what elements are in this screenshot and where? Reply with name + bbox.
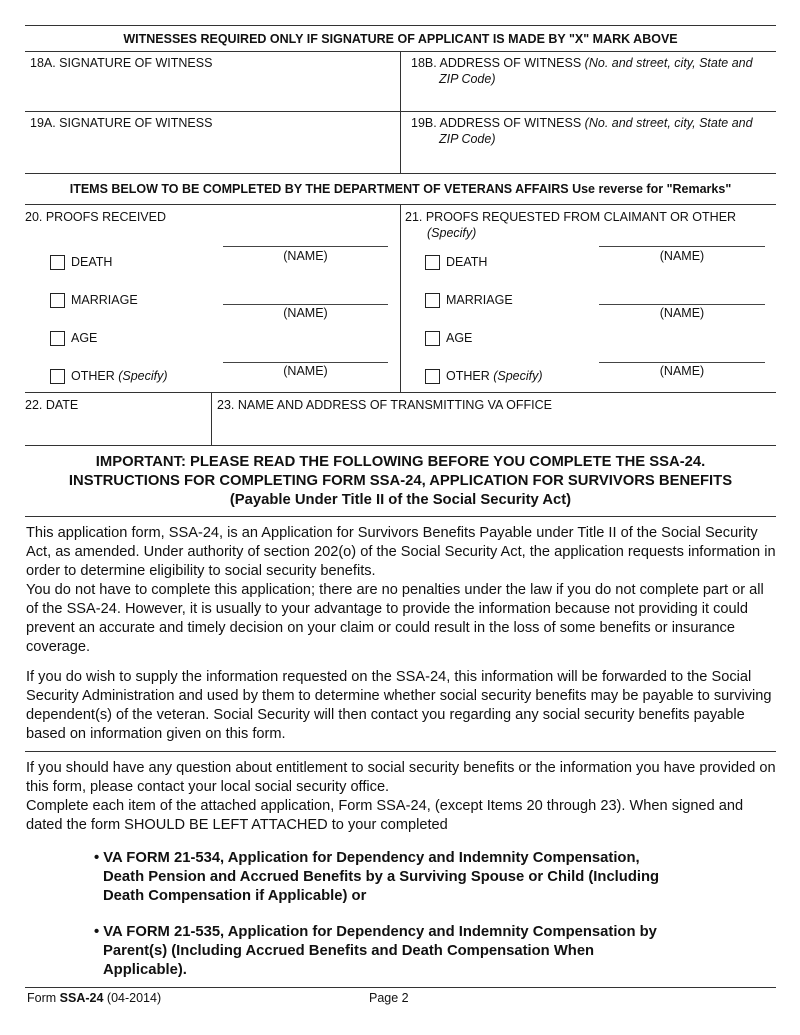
footer-rule [25,987,776,988]
paragraph-voluntary: You do not have to complete this application; there are no penalties under the law if you do not complete part or all of the SSA-24. However, it is usually to your advantage to provide the information because not providing it could prevent an accurate and timely decision on your claim or could result in the loss of some benefits or insurance coverage. [26,582,764,655]
name-caption: (NAME) [283,249,328,263]
name-caption: (NAME) [659,249,705,263]
form-date: (04-2014) [106,991,162,1005]
field-18b-note2: ZIP Code) [439,72,496,86]
divider [211,392,212,445]
instructions-heading [25,453,776,510]
name-line [599,304,765,305]
name-caption: (NAME) [659,306,705,320]
item-21-proofs-requested [405,209,775,241]
other-checkbox-requested[interactable] [425,369,440,384]
field-19b-note: (No. and street, city, State and [584,116,753,130]
name-caption: (NAME) [659,364,705,378]
rule [25,111,776,112]
paragraph-forwarding: If you do wish to supply the information requested on the SSA-24, this information will be forwarded to the Social Security Administration and used by them to determine whether social security benefits may be payable to surviving dependent(s) of the veteran. Social Security will then contact you regarding any social security benefits payable based on information given on this form. [26,669,772,742]
death-label-received: DEATH [71,255,113,269]
name-line [223,304,388,305]
field-19b-note2: ZIP Code) [439,132,496,146]
bullet-va-form-21-535 [94,923,714,980]
va-banner: ITEMS BELOW TO BE COMPLETED BY THE DEPARTMENT OF VETERANS AFFAIRS Use reverse for "Remarks" [69,182,732,196]
bullet-va-form-21-534 [94,849,714,906]
bullet1-line-1: • VA FORM 21-534, Application for Dependency and Indemnity Compensation, [94,850,640,866]
death-checkbox-requested[interactable] [425,255,440,270]
rule [25,445,776,446]
item-21-label: 21. PROOFS REQUESTED FROM CLAIMANT OR OTHER [405,210,737,224]
bullet2-line-1: • VA FORM 21-535, Application for Dependency and Indemnity Compensation by [94,924,657,940]
marriage-checkbox-received[interactable] [50,293,65,308]
rule [25,392,776,393]
paragraph-complete-items: Complete each item of the attached application, Form SSA-24, (except Items 20 through 23). When signed and dated the form SHOULD BE LEFT ATTACHED to your completed [26,798,744,833]
other-note: (Specify) [118,369,168,383]
bullet2-line-3: Applicable). [103,962,187,978]
field-18b-note: (No. and street, city, State and [584,56,753,70]
marriage-label-requested: MARRIAGE [446,293,513,307]
field-19b-label: 19B. ADDRESS OF WITNESS [411,116,582,130]
rule [25,173,776,174]
other-label: OTHER [71,369,115,383]
top-rule [25,25,776,26]
bullet1-line-3: Death Compensation if Applicable) or [103,888,367,904]
marriage-checkbox-requested[interactable] [425,293,440,308]
footer-page-number: Page 2 [369,991,409,1005]
name-line [599,246,765,247]
rule [25,751,776,752]
field-19a-signature-of-witness[interactable]: 19A. SIGNATURE OF WITNESS [30,116,213,130]
name-line [223,246,388,247]
name-line [599,362,765,363]
age-checkbox-requested[interactable] [425,331,440,346]
rule [25,516,776,517]
name-line [223,362,388,363]
other-note: (Specify) [493,369,543,383]
field-18b-label: 18B. ADDRESS OF WITNESS [411,56,582,70]
form-prefix: Form [27,991,57,1005]
field-18b-address-of-witness[interactable] [411,55,776,87]
other-checkbox-received[interactable] [50,369,65,384]
form-name: SSA-24 [59,991,104,1005]
paragraph-questions: If you should have any question about entitlement to social security benefits or the information you have provided on this form, please contact your local social security office. [26,760,776,795]
age-label-received: AGE [71,331,98,345]
field-23-transmitting-office[interactable]: 23. NAME AND ADDRESS OF TRANSMITTING VA OFFICE [217,398,553,412]
witness-banner: WITNESSES REQUIRED ONLY IF SIGNATURE OF APPLICANT IS MADE BY "X" MARK ABOVE [123,32,678,46]
heading-line-1: IMPORTANT: PLEASE READ THE FOLLOWING BEFORE YOU COMPLETE THE SSA-24. [95,454,706,470]
other-label-received [71,368,168,384]
marriage-label-received: MARRIAGE [71,293,138,307]
age-label-requested: AGE [446,331,473,345]
field-22-date[interactable]: 22. DATE [25,398,79,412]
field-18a-signature-of-witness[interactable]: 18A. SIGNATURE OF WITNESS [30,56,213,70]
other-label: OTHER [446,369,490,383]
item-21-note: (Specify) [427,226,477,240]
death-label-requested: DEATH [446,255,488,269]
age-checkbox-received[interactable] [50,331,65,346]
divider [400,51,401,173]
other-label-requested [446,368,543,384]
divider [400,204,401,392]
paragraph-purpose: This application form, SSA-24, is an Application for Survivors Benefits Payable under Title II of the Social Security Act, as amended. Under authority of section 202(o) of the Social Security Act, the application requests information in order to determine eligibility to social security benefits. [26,525,776,579]
bullet1-line-2: Death Pension and Accrued Benefits by a Surviving Spouse or Child (Including [103,869,660,885]
heading-line-3: (Payable Under Title II of the Social Security Act) [229,492,572,508]
death-checkbox-received[interactable] [50,255,65,270]
heading-line-2: INSTRUCTIONS FOR COMPLETING FORM SSA-24, APPLICATION FOR SURVIVORS BENEFITS [68,473,733,489]
name-caption: (NAME) [283,306,328,320]
item-20-proofs-received: 20. PROOFS RECEIVED [25,210,167,224]
name-caption: (NAME) [283,364,328,378]
footer-form-id [27,991,161,1005]
bullet2-line-2: Parent(s) (Including Accrued Benefits and Death Compensation When [103,943,595,959]
field-19b-address-of-witness[interactable] [411,115,776,147]
